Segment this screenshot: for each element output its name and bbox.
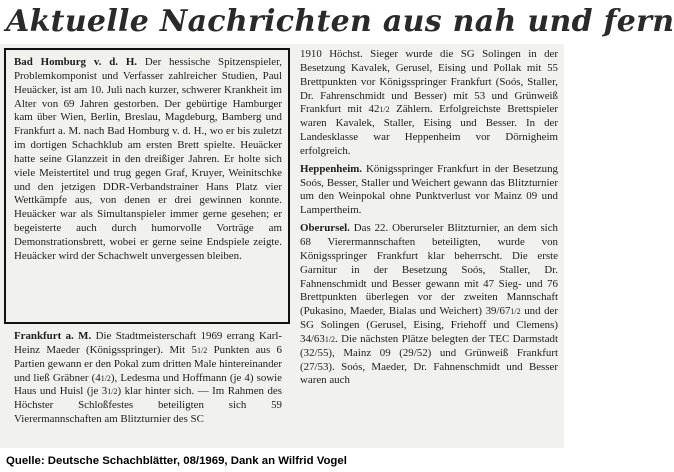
fraction: 1/2 bbox=[379, 105, 390, 115]
fraction: 1/2 bbox=[510, 307, 521, 317]
article-text: Das 22. Oberurseler Blitzturnier, an dem sich 68 Vierermannschaften beteiligten, wurde von Königsspringer Frankfurt klar beherrscht. Die erste Garnitur in der Besetzung Soós, Staller, Dr. Fahnenschmidt und Besser gewann mit 47 Sieg- und 76 Brettpunkten überlegen vor der zweiten Mannschaft (Pukasino, Maeder, Bialas und Weichert) 39/67 bbox=[300, 222, 558, 318]
article-place: Heppenheim. bbox=[300, 162, 363, 175]
article-place: Frankfurt a. M. bbox=[14, 330, 92, 342]
article-text: . Die nächsten Plätze belegten der TEC Darmstadt (32/55), Mainz 09 (29/52) und Grünweiß Frankfurt (27/53). Soós, Maeder, Dr. Fahnenschmidt und Besser waren auch bbox=[300, 332, 558, 387]
headline: Aktuelle Nachrichten aus nah und fern bbox=[6, 4, 674, 39]
fraction: 1/2 bbox=[324, 334, 336, 344]
article-text: Der hessische Spitzenspieler, Problemkomponist und Verfasser zahlreicher Studien, Paul Heuäcker, ist am 10. Juli nach kurzer, schwerer Krankheit im Alter von 69 Jahren gestorben. Der gebürtige Hamburger kam über Wien, Berlin, Breslau, Magdeburg, Bamberg und Frankfurt a. M. nach Bad Homburg v. d. H., wo er bis zuletzt im dortigen Schachklub am ersten Brett spielte. Heuäcker hatte seine Glanzzeit in den dreißiger Jahren. Er holte sich viele Meistertitel und trug gegen Graf, Kruyer, Weinitschke und den jetzigen DDR-Verbandstrainer Hans Platz vier Wettkämpfe aus, von denen er drei gewinnen konnte. Heuäcker war als Simultanspieler immer gerne gesehen; er begeisterte auch durch humorvolle Vorträge am Demonstrationsbrett, wobei er gerne seine Endspiele zeigte. Heuäcker wird der Schachwelt unvergessen bleiben. bbox=[14, 56, 283, 262]
article-text: ), Ledesma und Hoffmann (je 4) sowie Haus und Huisl (je 3 bbox=[14, 371, 282, 398]
article-text: Königsspringer Frankfurt in der Besetzung Soós, Besser, Staller und Weichert gewann das Blitzturnier um den Weinpokal ohne Punktverlust vor Mainz 09 und Lampertheim. bbox=[300, 162, 558, 217]
frankfurt-article bbox=[14, 330, 282, 427]
source-caption: Quelle: Deutsche Schachblätter, 08/1969, Dank an Wilfrid Vogel bbox=[6, 455, 347, 467]
article-text: Zählern. Erfolgreichste Brettspieler waren Kavalek, Staller, Eising und Besser. In der Landesklasse war Heppenheim vor Dörnigheim erfolgreich. bbox=[300, 103, 558, 157]
obituary-article bbox=[14, 56, 282, 264]
article-text: 1910 Höchst. Sieger wurde die SG Solingen in der Besetzung Kavalek, Gerusel, Eising und Pollak mit 55 Brettpunkten vor Königsspringer Frankfurt (Soós, Staller, Dr. Fahrenschmidt und Besser) mit 53 und Grünweiß Frankfurt mit 42 bbox=[300, 48, 558, 116]
article-text: und der SG Solingen (Gerusel, Eising, Friehoff und Clemens) 34/63 bbox=[300, 305, 558, 345]
article-text: Punkten aus 6 Partien gewann er den Pokal zum dritten Male hintereinander und ließ Gräbner (4 bbox=[14, 343, 282, 384]
fraction: 1/2 bbox=[107, 387, 118, 397]
article-text: Die Stadtmeisterschaft 1969 errang Karl-Heinz Maeder (Königsspringer). Mit 5 bbox=[14, 330, 282, 356]
fraction: 1/2 bbox=[197, 345, 208, 355]
article-place: Bad Homburg v. d. H. bbox=[14, 56, 138, 68]
article-text: ) klar hinter sich. — Im Rahmen des Höchster Schloßfestes beteiligten sich 59 Vierermannschaften am Blitzturnier des SC bbox=[14, 385, 282, 426]
fraction: 1/2 bbox=[100, 373, 111, 383]
right-column bbox=[300, 48, 558, 388]
article-place: Oberursel. bbox=[300, 222, 350, 235]
